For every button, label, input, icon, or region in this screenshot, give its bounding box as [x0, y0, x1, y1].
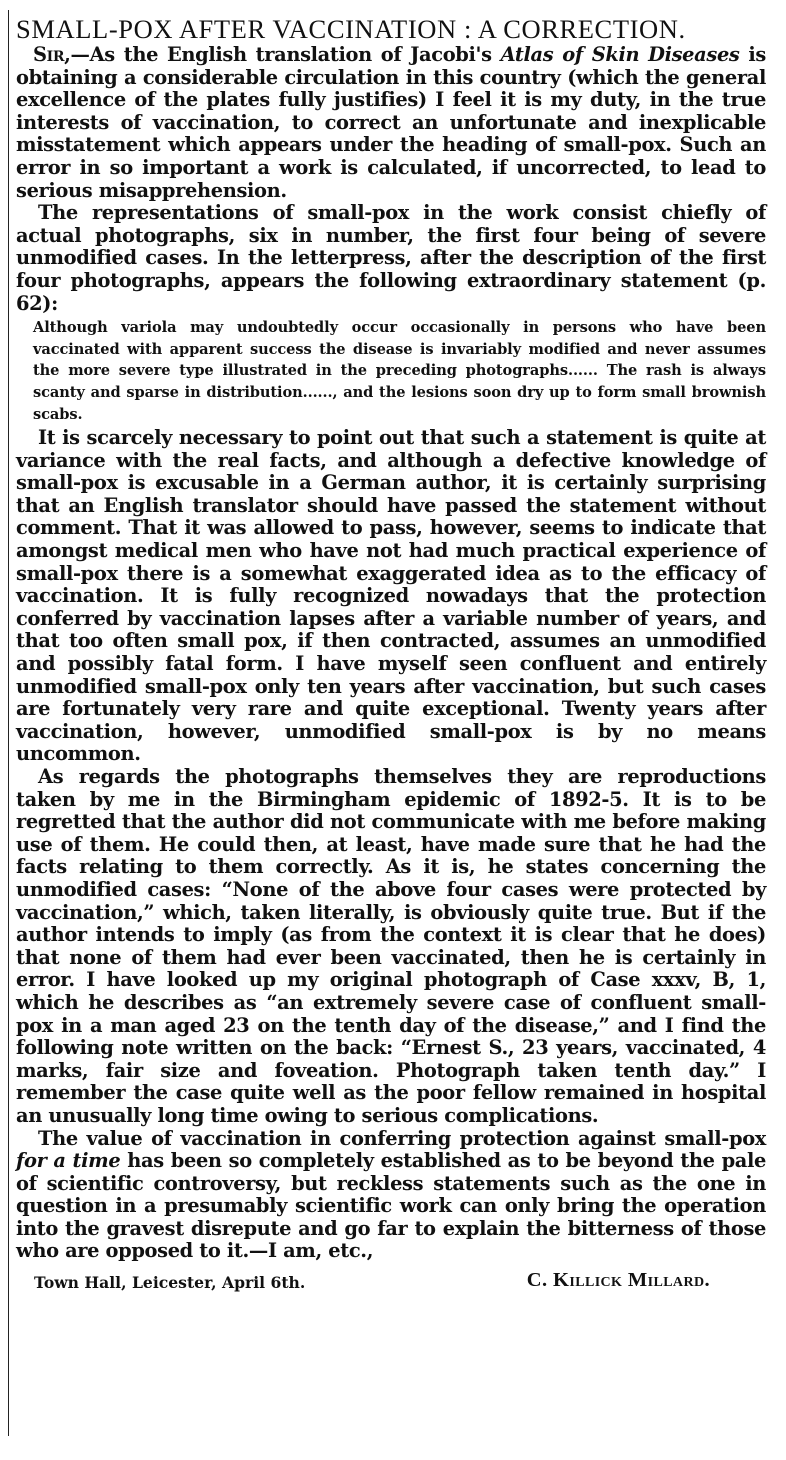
emphasis-for-a-time: for a time	[16, 1149, 121, 1173]
atlas-title: Atlas of Skin Diseases	[500, 43, 740, 66]
article-title: SMALL-POX AFTER VACCINATION : A CORRECTION.	[16, 14, 686, 44]
block-quote: Although variola may undoubtedly occur occasionally in persons who have been vaccinated with apparent success the disease is invariably modified and never assumes the more severe type illustrated in the preceding photographs...... The rash is always scanty and sparse in distribution......, and the lesions soon dry up to form small brownish scabs.	[33, 319, 766, 423]
column-rule	[8, 10, 9, 1436]
paragraph-1	[16, 44, 766, 202]
sign-off	[16, 1267, 766, 1297]
salutation: Sir,	[33, 43, 71, 66]
paragraph-4: As regards the photographs themselves they are reproductions taken by me in the Birmingham epidemic of 1892-5. It is to be regretted that the author did not communicate with me before making use of them. He could then, at least, have made sure that he had the facts relating to them correctly. As it is, he states concerning the unmodified cases: “None of the above four cases were protected by vaccination,” which, taken literally, is obviously quite true. But if the author intends to imply (as from the context it is clear that he does) that none of them had ever been vaccinated, then he is certainly in error. I have looked up my original photograph of Case xxxv, B, 1, which he describes as “an extremely severe case of confluent small-pox in a man aged 23 on the tenth day of the disease,” and I find the following note written on the back: “Ernest S., 23 years, vaccinated, 4 marks, fair size and foveation. Photograph taken tenth day.” I remember the case quite well as the poor fellow remained in hospital an unusually long time owing to serious complications.	[16, 765, 766, 1127]
paragraph-1-lead: —As the English translation of Jacobi's	[70, 43, 501, 66]
paragraph-5	[16, 1128, 766, 1264]
paragraph-5-body: has been so completely established as to be beyond the pale of scientific controversy, but reckless statements such as the one in question in a presumably scientific work can only bring the operation into the gravest disrepute and go far to explain the bitterness of those who are opposed to it.—I am, etc.,	[16, 1149, 766, 1263]
paragraph-2: The representations of small-pox in the work consist chiefly of actual photographs, six in number, the first four being of severe unmodified cases. In the letterpress, after the description of the first four photographs, appears the following extraordinary statement (p. 62):	[16, 201, 766, 315]
place-date: Town Hall, Leicester, April 6th.	[34, 1273, 306, 1293]
signature: C. Killick Millard.	[526, 1269, 710, 1292]
paragraph-5-lead: The value of vaccination in conferring protection against small-pox	[38, 1126, 766, 1150]
paragraph-1-body: is obtaining a considerable circulation in this country (which the general excellence of the plates fully justifies) I feel it is my duty, in the true interests of vaccination, to correct an unfortunate and inexplicable misstatement which appears under the heading of small-pox. Such an error in so important a work is calculated, if uncorrected, to lead to serious misapprehension.	[16, 43, 766, 202]
paragraph-3: It is scarcely necessary to point out that such a statement is quite at variance with the real facts, and although a defective knowledge of small-pox is excusable in a German author, it is certainly surprising that an English translator should have passed the statement without comment. That it was allowed to pass, however, seems to indicate that amongst medical men who have not had much practical experience of small-pox there is a somewhat exaggerated idea as to the efficacy of vaccination. It is fully recognized nowadays that the protection conferred by vaccination lapses after a variable number of years, and that too often small pox, if then contracted, assumes an unmodified and possibly fatal form. I have myself seen confluent and entirely unmodified small-pox only ten years after vaccination, but such cases are fortunately very rare and quite exceptional. Twenty years after vaccination, however, unmodified small-pox is by no means uncommon.	[16, 426, 766, 766]
